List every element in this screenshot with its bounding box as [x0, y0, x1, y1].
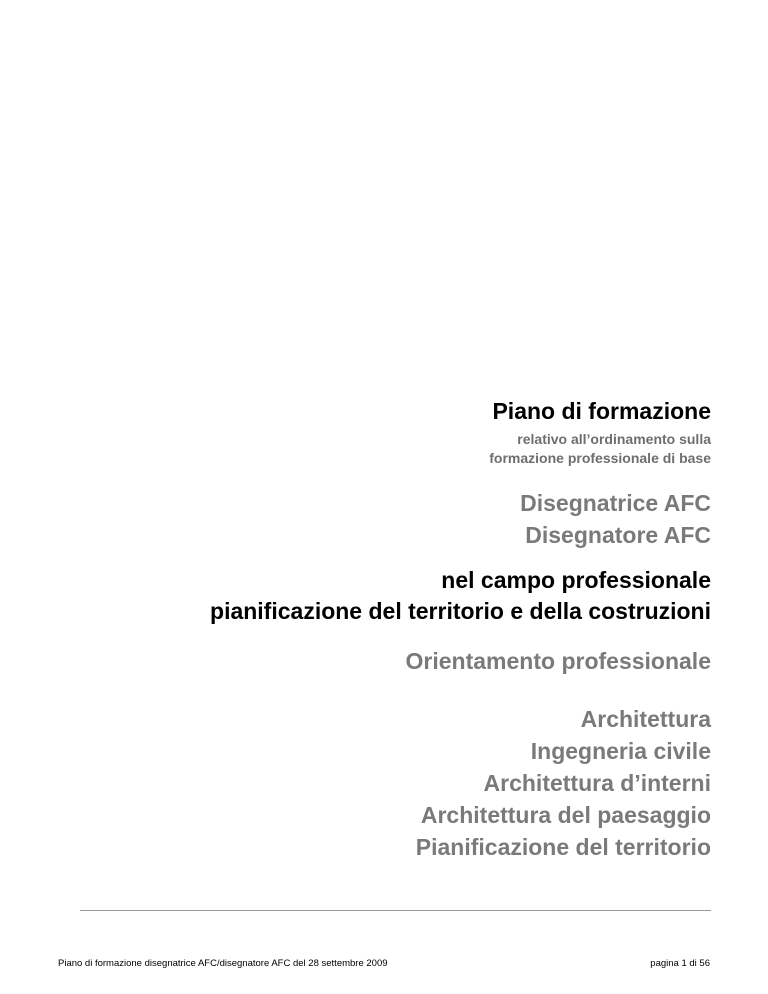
specialization-item: Architettura	[580, 706, 711, 732]
specialization-list	[416, 703, 711, 863]
document-title: Piano di formazione	[492, 398, 711, 424]
subtitle-line: formazione professionale di base	[489, 450, 711, 466]
field-line: pianificazione del territorio e della costruzioni	[210, 598, 711, 624]
specialization-item: Architettura del paesaggio	[420, 802, 711, 828]
footer-divider	[80, 910, 711, 911]
subtitle-line: relativo all’ordinamento sulla	[517, 431, 711, 447]
document-subtitle	[489, 430, 711, 468]
profession-names	[520, 487, 711, 551]
specialization-item: Architettura d’interni	[483, 770, 711, 796]
orientation-heading: Orientamento professionale	[405, 648, 711, 674]
profession-male: Disegnatore AFC	[525, 522, 711, 548]
specialization-item: Ingegneria civile	[530, 738, 711, 764]
footer-page-number: pagina 1 di 56	[650, 958, 710, 969]
field-line: nel campo professionale	[441, 567, 711, 593]
footer-document-reference: Piano di formazione disegnatrice AFC/disegnatore AFC del 28 settembre 2009	[58, 958, 388, 969]
professional-field	[210, 565, 711, 627]
profession-female: Disegnatrice AFC	[520, 490, 711, 516]
specialization-item: Pianificazione del territorio	[415, 834, 711, 860]
